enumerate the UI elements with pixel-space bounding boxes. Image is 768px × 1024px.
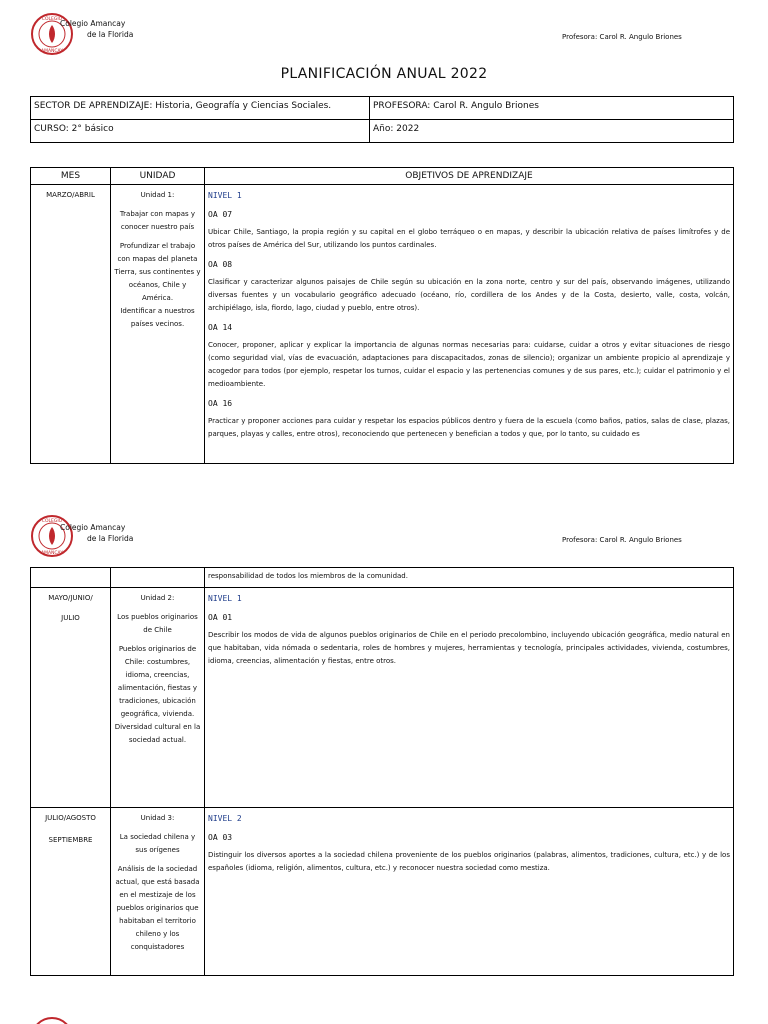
oa-text: Distinguir los diversos aportes a la sociedad chilena proveniente de los pueblos originarios (palabras, alimentos, tradiciones, cultura, etc.) y de los españoles (idioma, religión, alimentos, cultura, etc.) y reconocer nuestra sociedad como mestiza. [208,851,730,872]
unit-text: Identificar a nuestros países vecinos. [120,307,195,328]
anio-cell: Año: 2022 [370,120,734,143]
unit-text: Análisis de la sociedad actual, que está basada en el mestizaje de los pueblos originarios que habitaban el territorio chileno y los conquistadores [115,865,200,951]
planning-table-2 [30,567,734,976]
objectives-cell [205,185,734,464]
month-cell: MAYO/JUNIO/ JULIO [31,588,111,808]
info-table [30,96,734,143]
oa-text: Conocer, proponer, aplicar y explicar la importancia de algunas normas necesarias para: cuidarse, cuidar a otros y evitar situaciones de riesgo (como seguridad vial, vías de evacuación, adaptaciones para discapacitados, zonas de silencio); organizar un ambiente propicio al aprendizaje y acogedor para todos (por ejemplo, respetar los turnos, cuidar el espacio y las pertenencias comunes y de sus pares, etc.); cuidar el patrimonio y el medioambiente. [208,341,730,388]
school-name: Colegio Amancay de la Florida [60,19,134,39]
unit-title: Unidad 2: [140,594,175,602]
unit-title: Unidad 1: [140,191,175,199]
teacher-name: Profesora: Carol R. Angulo Briones [562,33,682,41]
header-unidad: UNIDAD [111,168,205,185]
oa-code: OA 14 [208,323,233,332]
unit-text: Trabajar con mapas y conocer nuestro país [119,210,196,231]
continuation-text: responsabilidad de todos los miembros de la comunidad. [205,568,734,588]
nivel-label: NIVEL 1 [208,191,242,200]
oa-text: Ubicar Chile, Santiago, la propia región y su capital en el globo terráqueo o en mapas, y describir la ubicación relativa de países limítrofes y de otros países de América del Sur, utilizando los puntos cardinales. [208,228,730,249]
svg-text:AMANCAY: AMANCAY [40,551,64,556]
unit-title: Unidad 3: [140,814,175,822]
nivel-label: NIVEL 1 [208,594,242,603]
month-cell: JULIO/AGOSTO SEPTIEMBRE [31,808,111,976]
unit-cell [111,185,205,464]
unit-text: Profundizar el trabajo con mapas del planeta Tierra, sus continentes y océanos, Chile y América. [114,242,201,302]
unit-text: Los pueblos originarios de Chile [117,613,198,634]
svg-text:AMANCAY: AMANCAY [40,49,64,54]
oa-text: Describir los modos de vida de algunos pueblos originarios de Chile en el periodo precolombino, incluyendo ubicación geográfica, medio natural en que habitaban, vida nómada o sedentaria, roles de hombres y mujeres, herramientas y tecnología, principales actividades, vivienda, costumbres, idioma, creencias, alimentación y fiestas, entre otros. [208,631,730,665]
curso-cell: CURSO: 2° básico [31,120,370,143]
page-3 [0,1008,768,1024]
objectives-cell [205,808,734,976]
teacher-name: Profesora: Carol R. Angulo Briones [562,536,682,544]
school-logo-icon [30,1016,74,1024]
oa-code: OA 03 [208,833,233,842]
unit-cell [111,588,205,808]
page-2 [0,504,768,994]
unit-cell [111,808,205,976]
page-title: PLANIFICACIÓN ANUAL 2022 [280,66,488,82]
page-1 [0,0,768,488]
oa-code: OA 01 [208,613,233,622]
unit-text: Pueblos originarios de Chile: costumbres, idioma, creencias, alimentación, fiestas y tradiciones, ubicación geográfica, vivienda. Diversidad cultural en la sociedad actual. [114,645,201,744]
objectives-cell [205,588,734,808]
page-gap [0,994,768,1008]
school-name: Colegio Amancay de la Florida [60,523,134,543]
page-gap [0,488,768,504]
nivel-label: NIVEL 2 [208,814,242,823]
empty-cell [31,568,111,588]
sector-cell: SECTOR DE APRENDIZAJE: Historia, Geografía y Ciencias Sociales. [31,97,370,120]
planning-table-1 [30,167,734,464]
oa-code: OA 08 [208,260,233,269]
oa-text: Practicar y proponer acciones para cuidar y respetar los espacios públicos dentro y fuera de la escuela (como baños, patios, salas de clase, plazas, parques, playas y calles, entre otros), reconociendo que pertenecen y benefician a todos y que, por lo tanto, su cuidado es [208,417,730,438]
oa-text: Clasificar y caracterizar algunos paisajes de Chile según su ubicación en la zona norte, centro y sur del país, observando imágenes, utilizando diversas fuentes y un vocabulario geográfico adecuado (océano, río, cordillera de los Andes y de la Costa, desierto, valle, costa, volcán, archipiélago, isla, fiordo, lago, ciudad y pueblo, entre otros). [208,278,730,312]
header-mes: MES [31,168,111,185]
svg-text:COLEGIO: COLEGIO [41,17,63,22]
header-objetivos: OBJETIVOS DE APRENDIZAJE [205,168,734,185]
oa-code: OA 16 [208,399,233,408]
month-cell: MARZO/ABRIL [31,185,111,464]
svg-text:COLEGIO: COLEGIO [41,519,63,524]
empty-cell [111,568,205,588]
profesora-cell: PROFESORA: Carol R. Angulo Briones [370,97,734,120]
oa-code: OA 07 [208,210,233,219]
unit-text: La sociedad chilena y sus orígenes [119,833,196,854]
